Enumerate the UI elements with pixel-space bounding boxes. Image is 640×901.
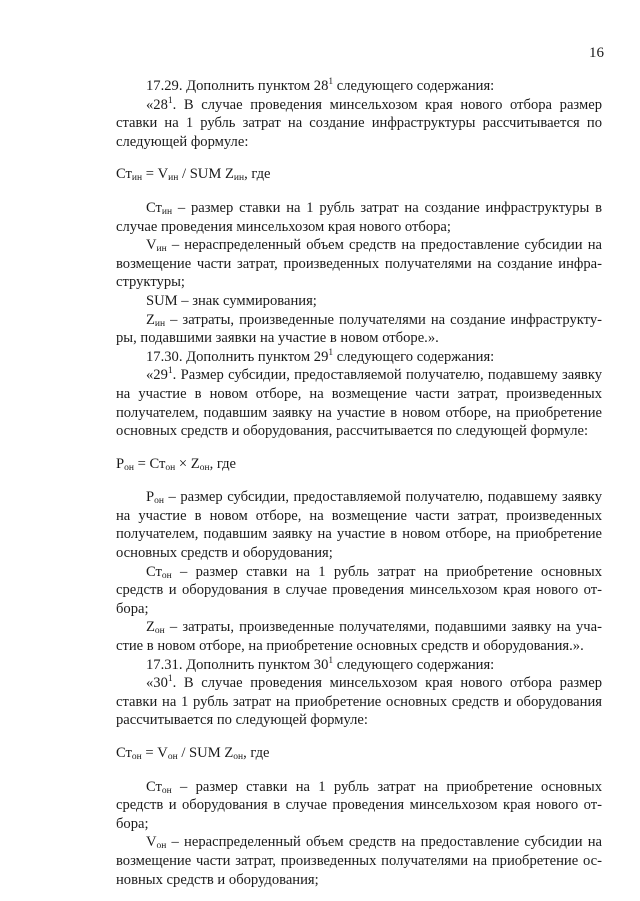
page-number: 16: [589, 45, 604, 61]
definition-p-on: $P_{он}$ – размер субсидии, предоставляемой получателю, подавшему заявку на участие в новом отборе, на возмещение части затрат, произведенных получателем, подавшим заявку на участие в новом отборе, на приобретение основных средств и оборудования;: [116, 489, 602, 562]
amendment-item-17-29: 17.29. Дополнить пунктом $28^1$ следующего содержания:: [146, 77, 495, 94]
formula-st-on: $Ст_{он} = V_{он}$ / SUM $Z_{он}$, где: [116, 745, 270, 762]
formula-p-on: $P_{он} = Ст_{он} \times Z_{он}$, где: [116, 455, 237, 473]
definition-st-on-2: $Ст_{он}$ – размер ставки на 1 рубль затрат на приобретение основных средств и оборудования в случае проведения минсельхозом края нового отбора;: [116, 778, 602, 832]
definition-st-on: $Ст_{он}$ – размер ставки на 1 рубль затрат на приобретение основных средств и оборудования в случае проведения минсельхозом края нового отбора;: [116, 563, 602, 617]
formula-st-in: $Ст_{ин} = V_{ин}$ / SUM $Z_{ин}$, где: [116, 166, 271, 184]
clause-28-1: «$28^1$. В случае проведения минсельхозом края нового отбора размер ставки на 1 рубль затрат на создание инфраструктуры рассчитывается по следующей формуле:: [116, 95, 602, 150]
document-body: [116, 77, 602, 889]
amendment-item-17-31: 17.31. Дополнить пунктом $30^1$ следующего содержания:: [146, 655, 495, 673]
definition-v-in: $V_{ин}$ – нераспределенный объем средств на предоставление субсидии на возмещение части затрат, произведенных получателями на создание инфраструктуры;: [116, 237, 602, 291]
amendment-item-17-30: 17.30. Дополнить пунктом $29^1$ следующего содержания:: [146, 347, 495, 365]
definition-z-in: $Z_{ин}$ – затраты, произведенные получателями на создание инфраструктуры, подавшими заявки на участие в новом отборе.».: [116, 311, 602, 347]
clause-30-1: «$30^1$. В случае проведения минсельхозом края нового отбора размер ставки на 1 рубль затрат на приобретение основных средств и оборудования рассчитывается по следующей формуле:: [116, 674, 602, 729]
definition-sum: SUM – знак суммирования;: [146, 292, 317, 309]
definition-st-in: $Ст_{ин}$ – размер ставки на 1 рубль затрат на создание инфраструктуры в случае проведения минсельхозом края нового отбора;: [116, 199, 602, 235]
definition-v-on: $V_{он}$ – нераспределенный объем средств на предоставление субсидии на возмещение части затрат, произведенных получателями на приобретение основных средств и оборудования;: [116, 834, 602, 888]
definition-z-on: $Z_{он}$ – затраты, произведенные получателями, подавшими заявку на участие в новом отборе, на приобретение основных средств и оборудования.».: [116, 619, 602, 655]
clause-29-1: «$29^1$. Размер субсидии, предоставляемой получателю, подавшему заявку на участие в новом отборе, на возмещение части затрат, произведенных получателем, подавшим заявку на участие в новом отборе, на приобретение основных средств и оборудования, рассчитывается по следующей формуле:: [116, 366, 602, 440]
